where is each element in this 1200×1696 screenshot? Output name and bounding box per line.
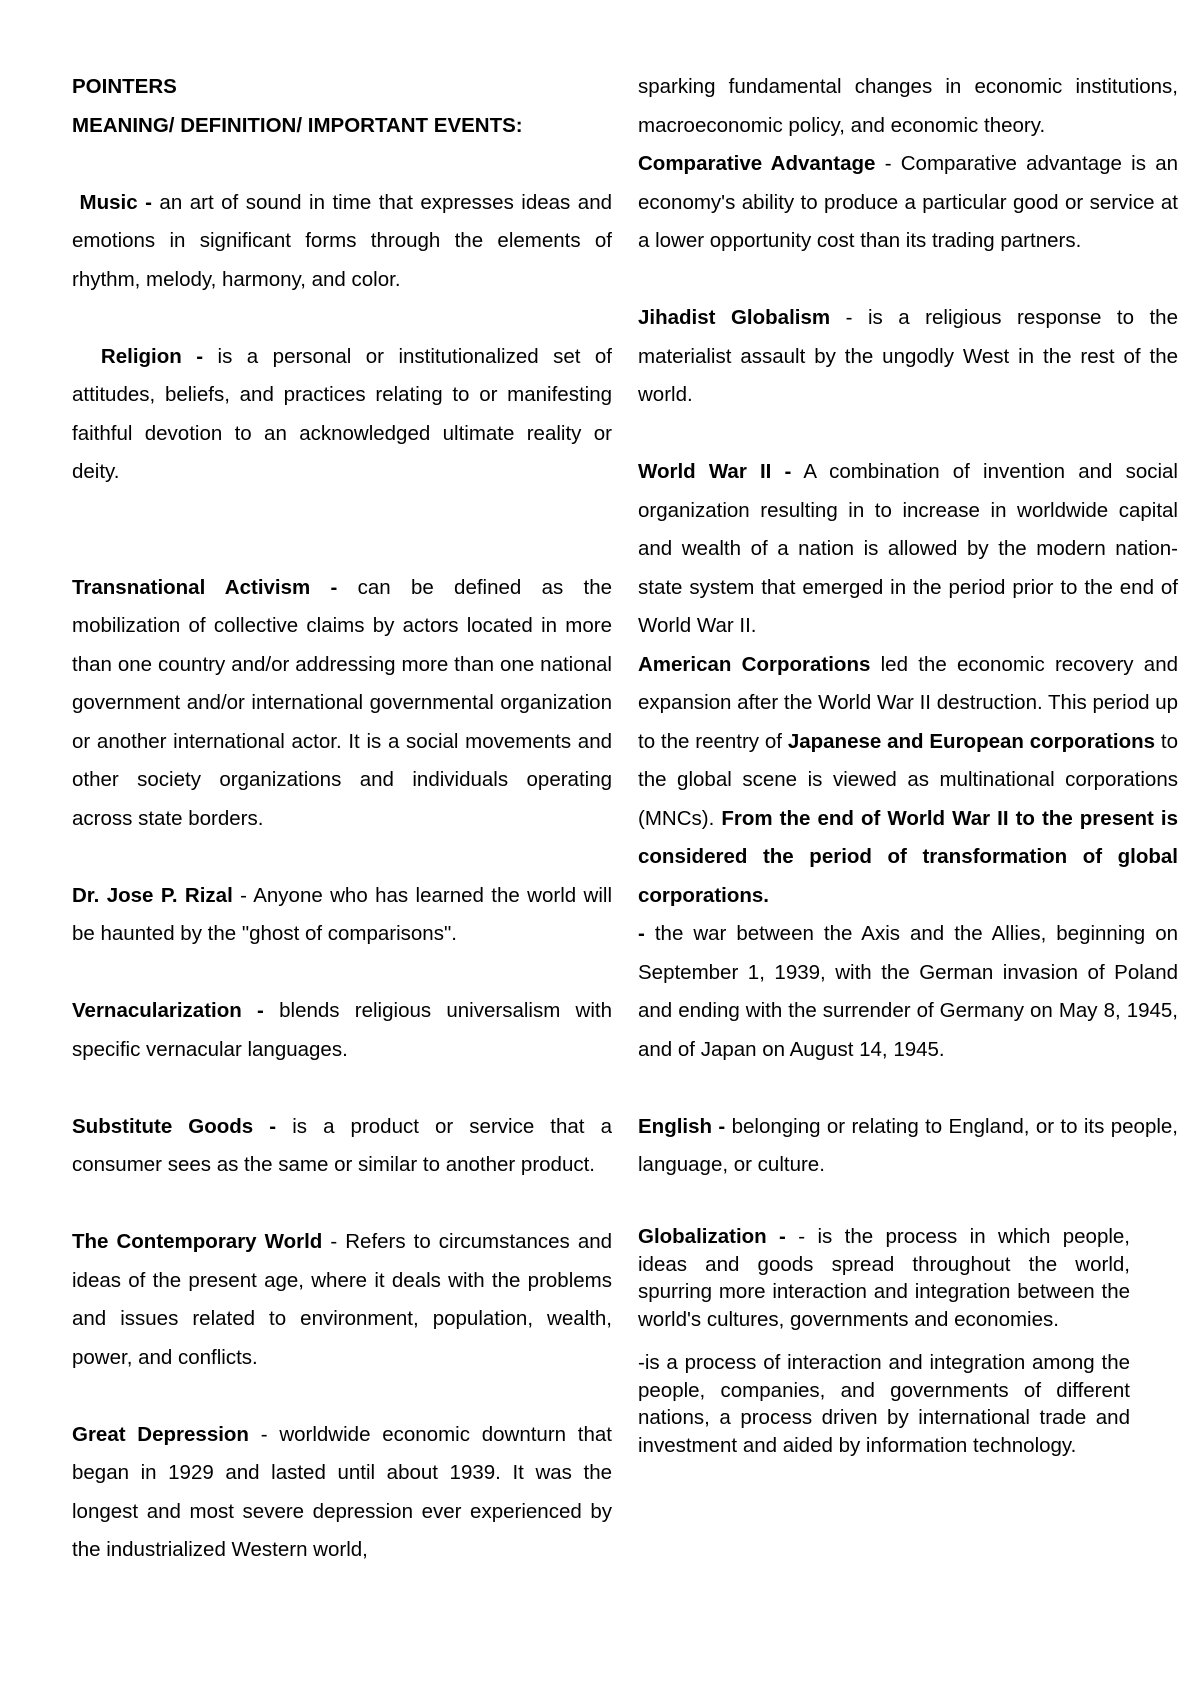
def-transnational: can be defined as the mobilization of collective claims by actors located in more than one country and/or addressing more than one national government and/or international governmental organization or another international actor. It is a social movements and other society organizations and individuals operating across state borders. (72, 575, 612, 830)
term-vernacular: Vernacularization - (72, 999, 264, 1022)
term-comparative: Comparative Advantage (638, 152, 876, 175)
entry-globalization-2: -is a process of interaction and integration among the people, companies, and governments of different nations, a process driven by international trade and investment and aided by information technology. (638, 1351, 1130, 1457)
def-religion: is a personal or institutionalized set of attitudes, beliefs, and practices relating to or manifesting faithful devotion to an acknowledged ultimate reality or deity. (72, 344, 612, 483)
def-vernacular: blends religious universalism with specific vernacular languages. (72, 999, 613, 1061)
def-american-1: led the economic recovery and expansion after the World War II destruction. This period up to the reentry of (638, 652, 1178, 753)
def-globalization-1: - is the process in which people, ideas and goods spread throughout the world, spurring more interaction and integration between the world's cultures, governments and economies. (638, 1225, 1130, 1331)
entry-english (638, 1108, 1178, 1185)
entry-jihadist (638, 299, 1178, 415)
term-transnational: Transnational Activism - (72, 575, 338, 599)
entry-religion (72, 338, 612, 492)
term-religion: Religion - (100, 344, 204, 368)
def-american-2: to the global scene is viewed as multinational corporations (MNCs). (638, 729, 1178, 830)
def-jihadist: - is a religious response to the materialist assault by the ungodly West in the rest of the world. (638, 306, 1178, 406)
def-ww2-war: the war between the Axis and the Allies, beginning on September 1, 1939, with the German invasion of Poland and ending with the surrender of Germany on May 8, 1945, and of Japan on August 14, 1945. (638, 922, 1178, 1061)
entry-american (638, 646, 1178, 916)
def-english: belonging or relating to England, or to its people, language, or culture. (638, 1114, 1178, 1176)
depression-continued: sparking fundamental changes in economic institutions, macroeconomic policy, and economic theory. (638, 75, 1178, 137)
entry-rizal (72, 877, 612, 954)
def-substitute: is a product or service that a consumer sees as the same or similar to another product. (72, 1114, 612, 1176)
def-ww2: A combination of invention and social organization resulting in to increase in worldwide capital and wealth of a nation is allowed by the modern nation-state system that emerged in the period prior to the end of World War II. (638, 460, 1178, 637)
def-music: an art of sound in time that expresses ideas and emotions in significant forms through the elements of rhythm, melody, harmony, and color. (72, 190, 613, 291)
entry-depression (72, 1416, 612, 1570)
entry-ww2-definition (638, 915, 1178, 1069)
dash-marker: - (638, 922, 645, 945)
def-comparative: - Comparative advantage is an economy's ability to produce a particular good or service at a lower opportunity cost than its trading partners. (638, 152, 1178, 252)
entry-vernacular (72, 992, 612, 1069)
def-rizal: - Anyone who has learned the world will be haunted by the "ghost of comparisons". (72, 883, 613, 945)
entry-transnational (72, 569, 612, 839)
term-japanese-european: Japanese and European corporations (787, 729, 1156, 753)
term-jihadist: Jihadist Globalism (638, 306, 831, 329)
term-english: English - (638, 1114, 726, 1138)
entry-contemporary (72, 1223, 612, 1377)
term-rizal: Dr. Jose P. Rizal (72, 883, 233, 907)
left-column (72, 68, 612, 1570)
term-depression: Great Depression (72, 1422, 249, 1446)
term-contemporary: The Contemporary World (72, 1230, 323, 1253)
def-depression: - worldwide economic downturn that began in 1929 and lasted until about 1939. It was the longest and most severe depression ever experienced by the industrialized Western world, (72, 1422, 612, 1561)
term-globalization: Globalization - (638, 1225, 786, 1248)
term-substitute: Substitute Goods - (72, 1114, 277, 1138)
entry-substitute (72, 1108, 612, 1185)
right-column (638, 68, 1178, 1459)
entry-comparative (638, 145, 1178, 261)
statement-transformation: From the end of World War II to the present is considered the period of transformation of global corporations. (638, 806, 1178, 907)
def-contemporary: - Refers to circumstances and ideas of the present age, where it deals with the problems and issues related to environment, population, wealth, power, and conflicts. (72, 1230, 613, 1369)
entry-ww2 (638, 453, 1178, 646)
term-american: American Corporations (638, 652, 871, 676)
entry-music (72, 184, 612, 300)
doc-subtitle: MEANING/ DEFINITION/ IMPORTANT EVENTS: (72, 113, 523, 137)
doc-title: POINTERS (72, 75, 177, 98)
entry-globalization (638, 1223, 1130, 1333)
term-music: Music - (79, 190, 152, 214)
term-ww2: World War II - (638, 460, 792, 483)
